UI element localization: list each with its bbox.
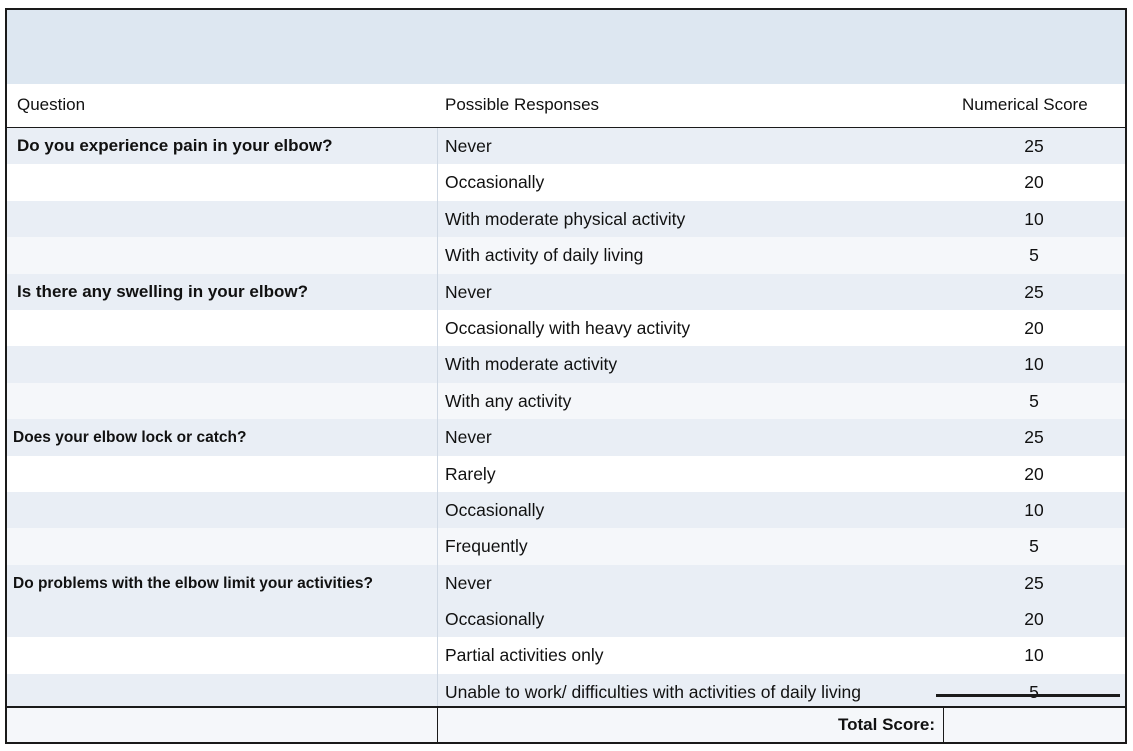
response-cell: Partial activities only [445, 645, 604, 666]
response-cell: With any activity [445, 390, 572, 411]
score-cell: 25 [1024, 136, 1044, 156]
table-header [7, 84, 1125, 128]
table-row [7, 383, 1125, 419]
table-row [7, 674, 1125, 710]
response-cell: With activity of daily living [445, 245, 644, 266]
question-cell: Do problems with the elbow limit your activities? [13, 574, 373, 592]
response-cell: Never [445, 136, 492, 156]
score-cell: 5 [1029, 390, 1039, 411]
score-cell: 10 [1024, 208, 1044, 229]
table-row [7, 528, 1125, 564]
score-cell: 5 [1029, 245, 1039, 266]
table-row [7, 637, 1125, 673]
column-divider [437, 128, 438, 708]
response-cell: With moderate activity [445, 354, 618, 375]
total-score-rule [936, 694, 1120, 697]
score-cell: 10 [1024, 354, 1044, 375]
response-cell: Rarely [445, 463, 496, 484]
table-row [7, 237, 1125, 273]
score-cell: 10 [1024, 645, 1044, 666]
score-cell: 25 [1024, 281, 1044, 302]
score-cell: 20 [1024, 463, 1044, 484]
title-banner [7, 10, 1125, 84]
question-cell: Do you experience pain in your elbow? [17, 136, 333, 155]
score-table [5, 8, 1127, 744]
total-row [7, 706, 1125, 742]
response-cell: Never [445, 427, 492, 448]
table-row [7, 419, 1125, 455]
question-cell: Does your elbow lock or catch? [13, 429, 247, 447]
header-score: Numerical Score [962, 95, 1088, 114]
response-cell: Unable to work/ difficulties with activities of daily living [445, 681, 861, 702]
response-cell: Never [445, 281, 492, 302]
header-responses: Possible Responses [445, 95, 600, 114]
response-cell: Never [445, 572, 492, 593]
response-cell: Occasionally with heavy activity [445, 317, 691, 338]
header-question: Question [17, 95, 86, 114]
response-cell: Occasionally [445, 172, 545, 193]
score-cell: 10 [1024, 499, 1044, 520]
score-cell: 20 [1024, 609, 1044, 630]
question-cell: Is there any swelling in your elbow? [17, 281, 308, 301]
score-cell: 5 [1029, 536, 1039, 557]
score-cell: 20 [1024, 317, 1044, 338]
score-cell: 25 [1024, 427, 1044, 448]
table-row [7, 346, 1125, 382]
score-cell: 20 [1024, 172, 1044, 193]
score-cell: 5 [1029, 681, 1039, 702]
table-row [7, 128, 1125, 164]
table-row [7, 164, 1125, 200]
table-row [7, 565, 1125, 601]
table-row [7, 310, 1125, 346]
score-cell: 25 [1024, 572, 1044, 593]
footer-divider [943, 708, 944, 742]
response-cell: Occasionally [445, 609, 545, 630]
table-body [7, 128, 1125, 710]
total-score-label: Total Score: [838, 715, 935, 734]
response-cell: Frequently [445, 536, 528, 557]
table-row [7, 601, 1125, 637]
response-cell: Occasionally [445, 499, 545, 520]
footer-divider [437, 708, 438, 742]
table-row [7, 456, 1125, 492]
table-row [7, 492, 1125, 528]
table-row [7, 201, 1125, 237]
table-row [7, 274, 1125, 310]
response-cell: With moderate physical activity [445, 208, 686, 229]
